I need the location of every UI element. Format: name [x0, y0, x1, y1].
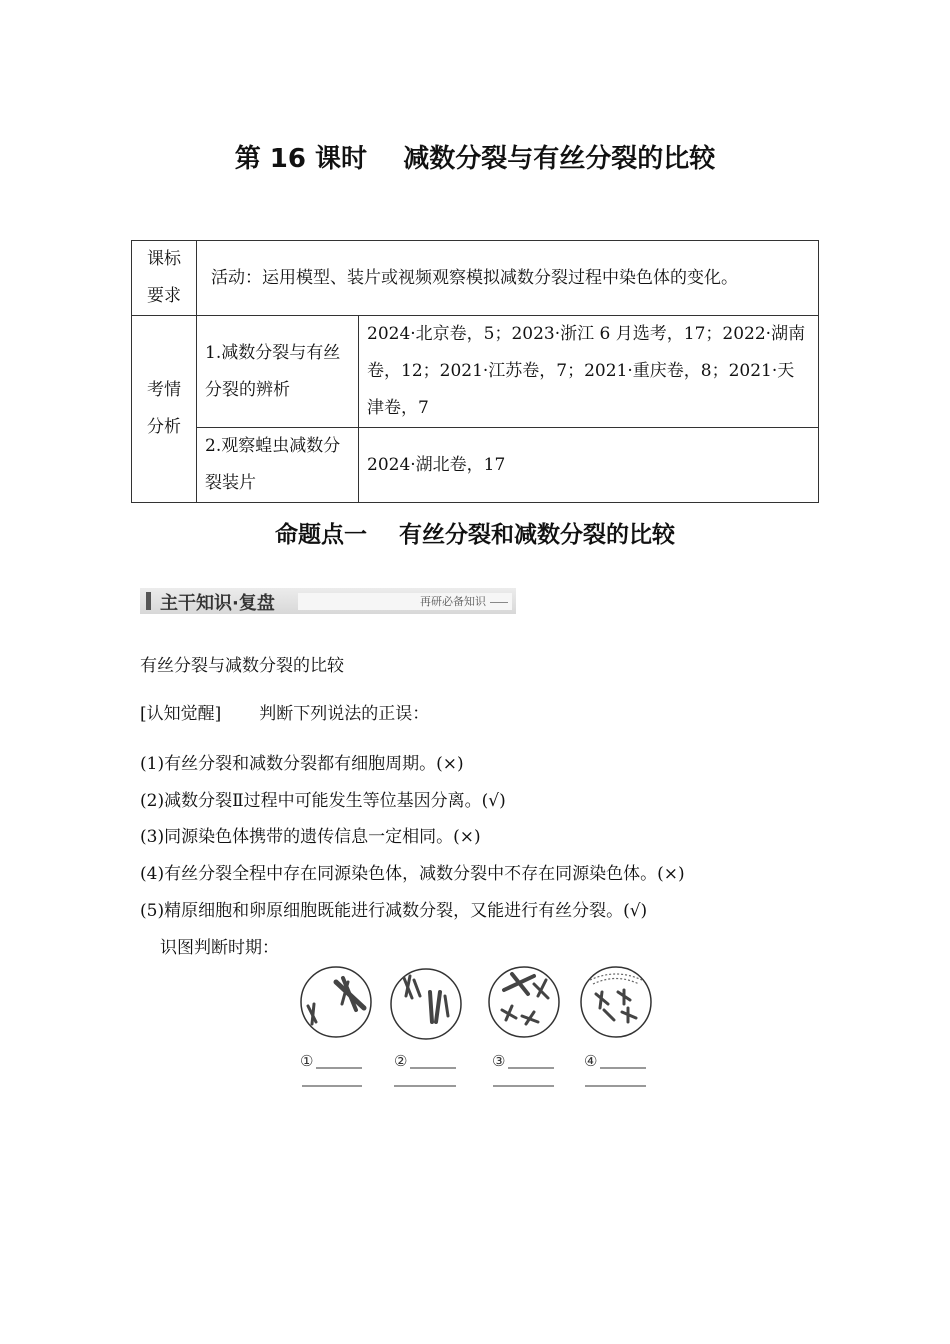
- banner-panel: [298, 593, 512, 610]
- statement-2: (2)减数分裂Ⅱ过程中可能发生等位基因分离。(√): [140, 791, 506, 811]
- table-row: [132, 316, 819, 428]
- cell-1-diagram: [301, 967, 371, 1037]
- figure-label-4: ④: [584, 1052, 598, 1070]
- figure-prompt: 识图判断时期：: [160, 938, 279, 958]
- analysis-topic-2: 2.观察蝗虫减数分裂装片: [197, 428, 359, 503]
- cell-4-diagram: [581, 967, 651, 1037]
- banner-line: [490, 602, 508, 603]
- cell-2-diagram: [391, 969, 461, 1039]
- table-row: [132, 428, 819, 503]
- table-row: [132, 241, 819, 316]
- banner-subtitle: 再研必备知识: [420, 595, 486, 608]
- recognition-label: [认知觉醒]: [140, 704, 222, 724]
- statement-4: (4)有丝分裂全程中存在同源染色体，减数分裂中不存在同源染色体。(×): [140, 864, 685, 884]
- curriculum-header: 课标要求: [132, 241, 197, 316]
- analysis-sources-2: 2024·湖北卷，17: [359, 428, 819, 503]
- curriculum-content: 活动：运用模型、装片或视频观察模拟减数分裂过程中染色体的变化。: [197, 241, 819, 316]
- figure-label-1: ①: [300, 1052, 314, 1070]
- banner-title: 主干知识·复盘: [160, 593, 275, 614]
- recognition-prompt: 判断下列说法的正误：: [259, 704, 430, 724]
- statement-5: (5)精原细胞和卵原细胞既能进行减数分裂，又能进行有丝分裂。(√): [140, 901, 648, 921]
- statement-3: (3)同源染色体携带的遗传信息一定相同。(×): [140, 827, 481, 847]
- requirements-table: [131, 240, 819, 503]
- section-title: 命题点一 有丝分裂和减数分裂的比较: [274, 522, 676, 548]
- figure-label-2: ②: [394, 1052, 408, 1070]
- analysis-topic-1: 1.减数分裂与有丝分裂的辨析: [197, 316, 359, 428]
- subheading: 有丝分裂与减数分裂的比较: [140, 656, 344, 676]
- figure-label-3: ③: [492, 1052, 506, 1070]
- analysis-sources-1: 2024·北京卷，5；2023·浙江 6 月选考，17；2022·湖南卷，12；2021·江苏卷，7；2021·重庆卷，8；2021·天津卷，7: [359, 316, 819, 428]
- statement-1: (1)有丝分裂和减数分裂都有细胞周期。(×): [140, 754, 464, 774]
- page-title: 第 16 课时 减数分裂与有丝分裂的比较: [234, 144, 716, 174]
- cell-3-diagram: [489, 967, 559, 1037]
- answer-blanks: [302, 1068, 646, 1086]
- section-banner: [140, 588, 516, 614]
- banner-bar-icon: [146, 592, 151, 610]
- recognition-line: [140, 699, 429, 724]
- cell-division-figure: [290, 964, 670, 1094]
- analysis-header: 考情分析: [132, 316, 197, 503]
